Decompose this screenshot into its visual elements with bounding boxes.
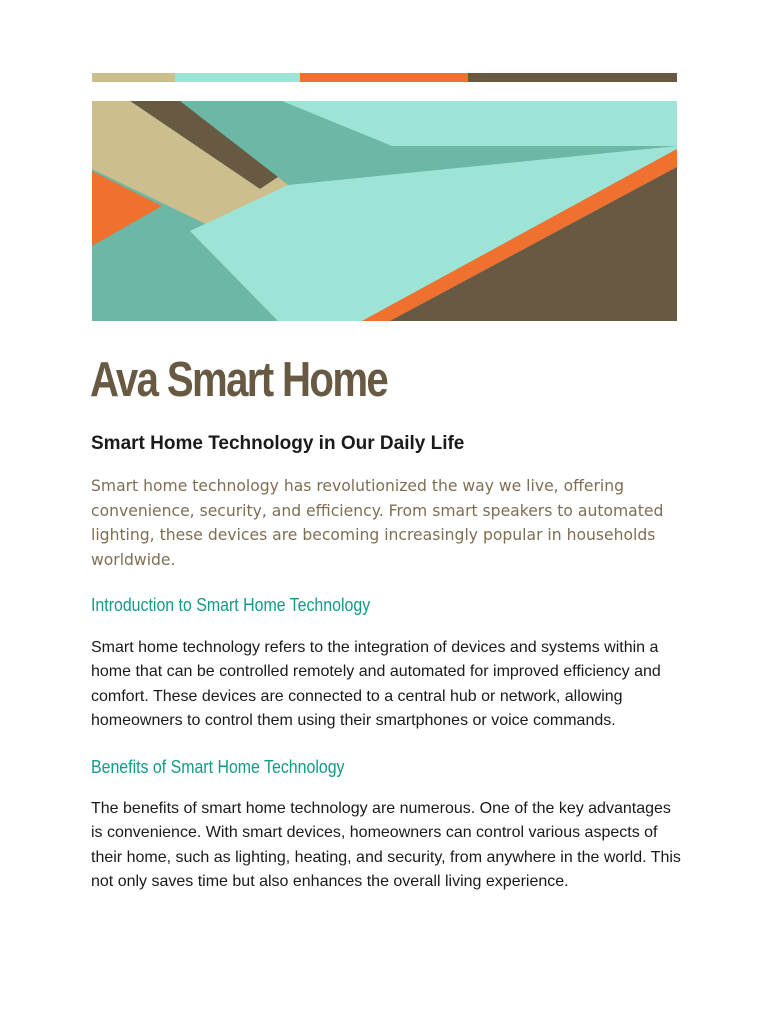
geometric-banner-image	[92, 101, 677, 321]
section-body-introduction: Smart home technology refers to the integration of devices and systems within a home that can be controlled remotely and automated for improved efficiency and comfort. These devices are connected to a central hub or network, allowing homeowners to control them using their smartphones or voice commands.	[91, 639, 661, 729]
section-heading-introduction: Introduction to Smart Home Technology	[91, 594, 371, 615]
document-subtitle: Smart Home Technology in Our Daily Life	[91, 433, 465, 454]
section-heading-benefits: Benefits of Smart Home Technology	[91, 756, 345, 777]
document-title: Ava Smart Home	[90, 353, 388, 407]
strip-segment-orange	[300, 73, 468, 82]
strip-segment-tan	[92, 73, 175, 82]
strip-segment-aqua	[175, 73, 300, 82]
section-body-benefits: The benefits of smart home technology are numerous. One of the key advantages is convenience. With smart devices, homeowners can control various aspects of their home, such as lighting, heating, and security, from anywhere in the world. This not only saves time but also enhances the overall living experience.	[91, 800, 681, 890]
strip-segment-brown	[468, 73, 677, 82]
decorative-color-strip	[92, 73, 677, 82]
intro-paragraph: Smart home technology has revolutionized the way we live, offering convenience, security, and efficiency. From smart speakers to automated lighting, these devices are becoming increasingly popular in households worldwide.	[91, 477, 664, 569]
